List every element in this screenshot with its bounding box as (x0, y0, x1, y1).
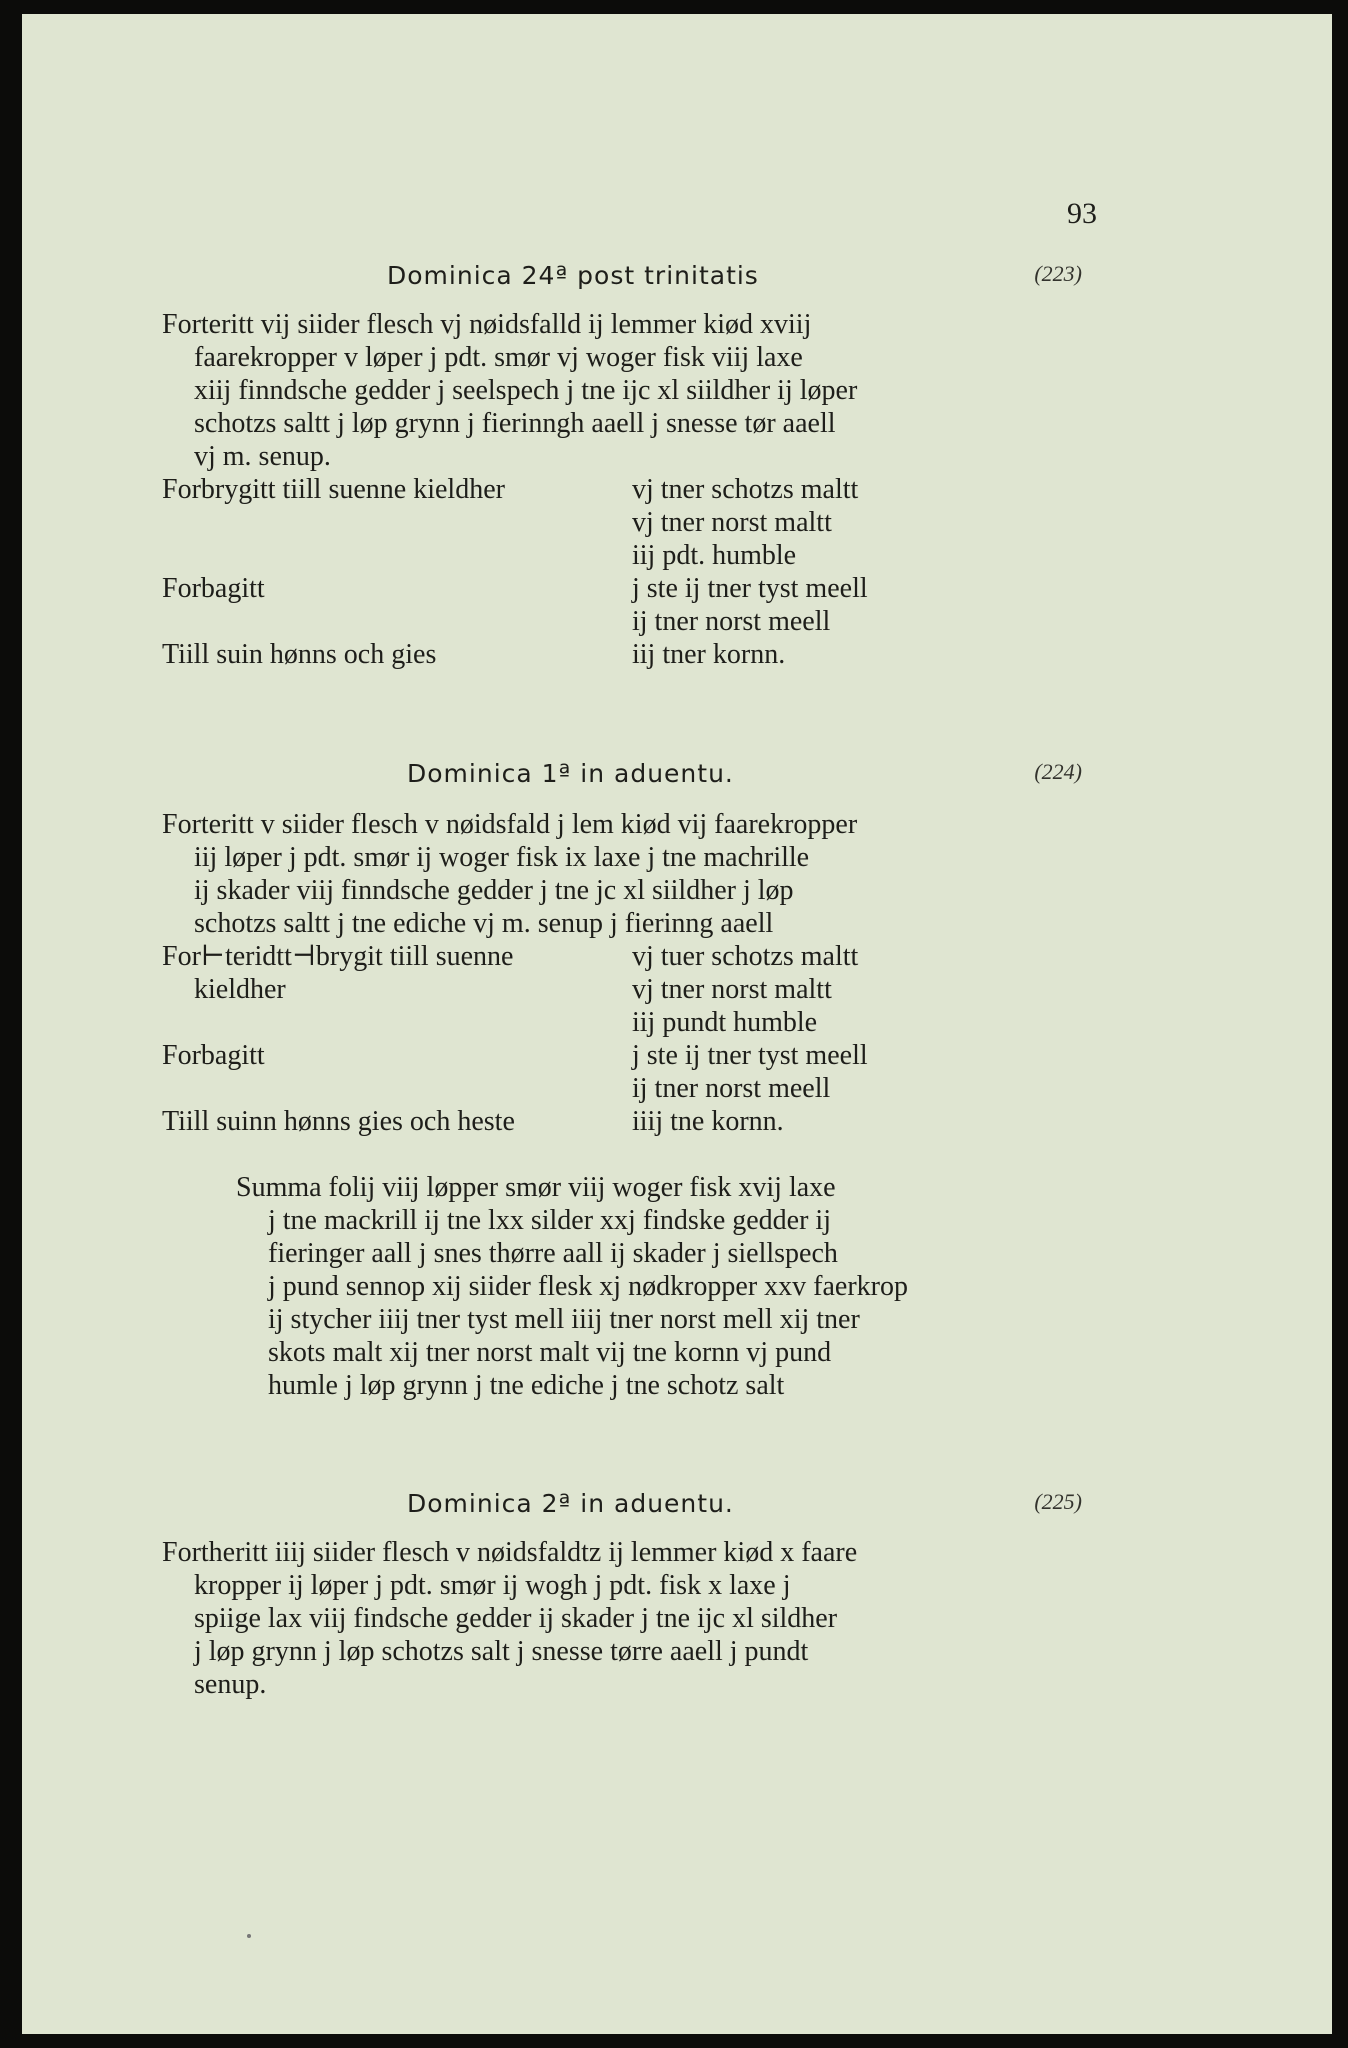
text-line: schotzs saltt j løp grynn j fierinngh aaell j snesse tør aaell (194, 408, 836, 439)
section-heading: Dominica 24ª post trinitatis (387, 261, 759, 290)
table-row (162, 539, 1102, 572)
row-value: ij tner norst meell (632, 606, 831, 637)
page-number: 93 (1067, 197, 1097, 230)
provisions-table (162, 473, 1102, 671)
paper-speck (247, 1934, 251, 1938)
text-line: skots malt xij tner norst malt vij tne kornn vj pund (268, 1337, 832, 1368)
table-row (162, 638, 1102, 671)
table-row (162, 473, 1102, 506)
text-line: Fortheritt iiij siider flesch v nøidsfaldtz ij lemmer kiød x faare (162, 1537, 858, 1568)
row-value: vj tner norst maltt (632, 974, 832, 1005)
text-line: faarekropper v løper j pdt. smør vj woger fisk viij laxe (194, 342, 803, 373)
row-value: iij pundt humble (632, 1007, 818, 1038)
text-line: fieringer aall j snes thørre aall ij skader j siellspech (268, 1238, 838, 1269)
section-paragraph (162, 1536, 1102, 1701)
row-label (162, 506, 632, 539)
text-line: ij skader viij finndsche gedder j tne jc xl siildher j løp (194, 875, 794, 906)
row-label: Forbagitt (162, 1040, 265, 1071)
table-row (162, 1039, 1102, 1072)
row-label: Forbagitt (162, 573, 265, 604)
section-reference: (223) (1034, 261, 1082, 286)
row-value: vj tner norst maltt (632, 507, 832, 538)
row-value: vj tuer schotzs maltt (632, 941, 859, 972)
table-row (162, 506, 1102, 539)
text-line: iij løper j pdt. smør ij woger fisk ix laxe j tne machrille (194, 842, 810, 873)
text-line: xiij finndsche gedder j seelspech j tne ijc xl siildher ij løper (194, 375, 858, 406)
row-label: kieldher (194, 974, 286, 1005)
provisions-table (162, 940, 1102, 1138)
table-row (162, 940, 1102, 973)
row-label: Tiill suin hønns och gies (162, 639, 437, 670)
row-value: iij tner kornn. (632, 639, 786, 670)
text-line: j tne mackrill ij tne lxx silder xxj findske gedder ij (268, 1205, 831, 1236)
document-page (22, 14, 1332, 2034)
row-value: iiij tne kornn. (632, 1106, 784, 1137)
row-value: j ste ij tner tyst meell (632, 1040, 868, 1071)
table-row (162, 1072, 1102, 1105)
text-line: j pund sennop xij siider flesk xj nødkropper xxv faerkrop (268, 1271, 908, 1302)
row-label (162, 605, 632, 638)
text-line: kropper ij løper j pdt. smør ij wogh j pdt. fisk x laxe j (194, 1570, 791, 1601)
row-value: ij tner norst meell (632, 1073, 831, 1104)
text-line: Forteritt v siider flesch v nøidsfald j lem kiød vij faarekropper (162, 809, 858, 840)
text-line: ij stycher iiij tner tyst mell iiij tner norst mell xij tner (268, 1304, 860, 1335)
text-line: senup. (194, 1669, 267, 1700)
row-value: iij pdt. humble (632, 540, 797, 571)
row-label (162, 1072, 632, 1105)
table-row (162, 605, 1102, 638)
table-row (162, 1006, 1102, 1039)
summa-paragraph (236, 1171, 1102, 1402)
section-paragraph (162, 308, 1102, 473)
row-label: Tiill suinn hønns gies och heste (162, 1106, 515, 1137)
row-value: j ste ij tner tyst meell (632, 573, 868, 604)
section-heading: Dominica 2ª in aduentu. (407, 1489, 734, 1518)
section-reference: (224) (1034, 759, 1082, 784)
section-reference: (225) (1034, 1489, 1082, 1514)
row-label: For⊢teridtt⊣brygit tiill suenne (162, 941, 514, 972)
text-line: Forteritt vij siider flesch vj nøidsfalld ij lemmer kiød xviij (162, 309, 812, 340)
text-line: spiige lax viij findsche gedder ij skader j tne ijc xl sildher (194, 1603, 838, 1634)
text-line: Summa folij viij løpper smør viij woger fisk xvij laxe (236, 1172, 836, 1203)
table-row (162, 973, 1102, 1006)
row-label (162, 1006, 632, 1039)
section-heading: Dominica 1ª in aduentu. (407, 759, 734, 788)
row-label (162, 539, 632, 572)
row-label: Forbrygitt tiill suenne kieldher (162, 474, 505, 505)
row-value: vj tner schotzs maltt (632, 474, 859, 505)
text-line: schotzs saltt j tne ediche vj m. senup j fierinng aaell (194, 908, 774, 939)
table-row (162, 572, 1102, 605)
section-paragraph (162, 808, 1102, 940)
text-line: j løp grynn j løp schotzs salt j snesse tørre aaell j pundt (194, 1636, 809, 1667)
table-row (162, 1105, 1102, 1138)
text-line: vj m. senup. (194, 441, 331, 472)
text-line: humle j løp grynn j tne ediche j tne schotz salt (268, 1370, 785, 1401)
